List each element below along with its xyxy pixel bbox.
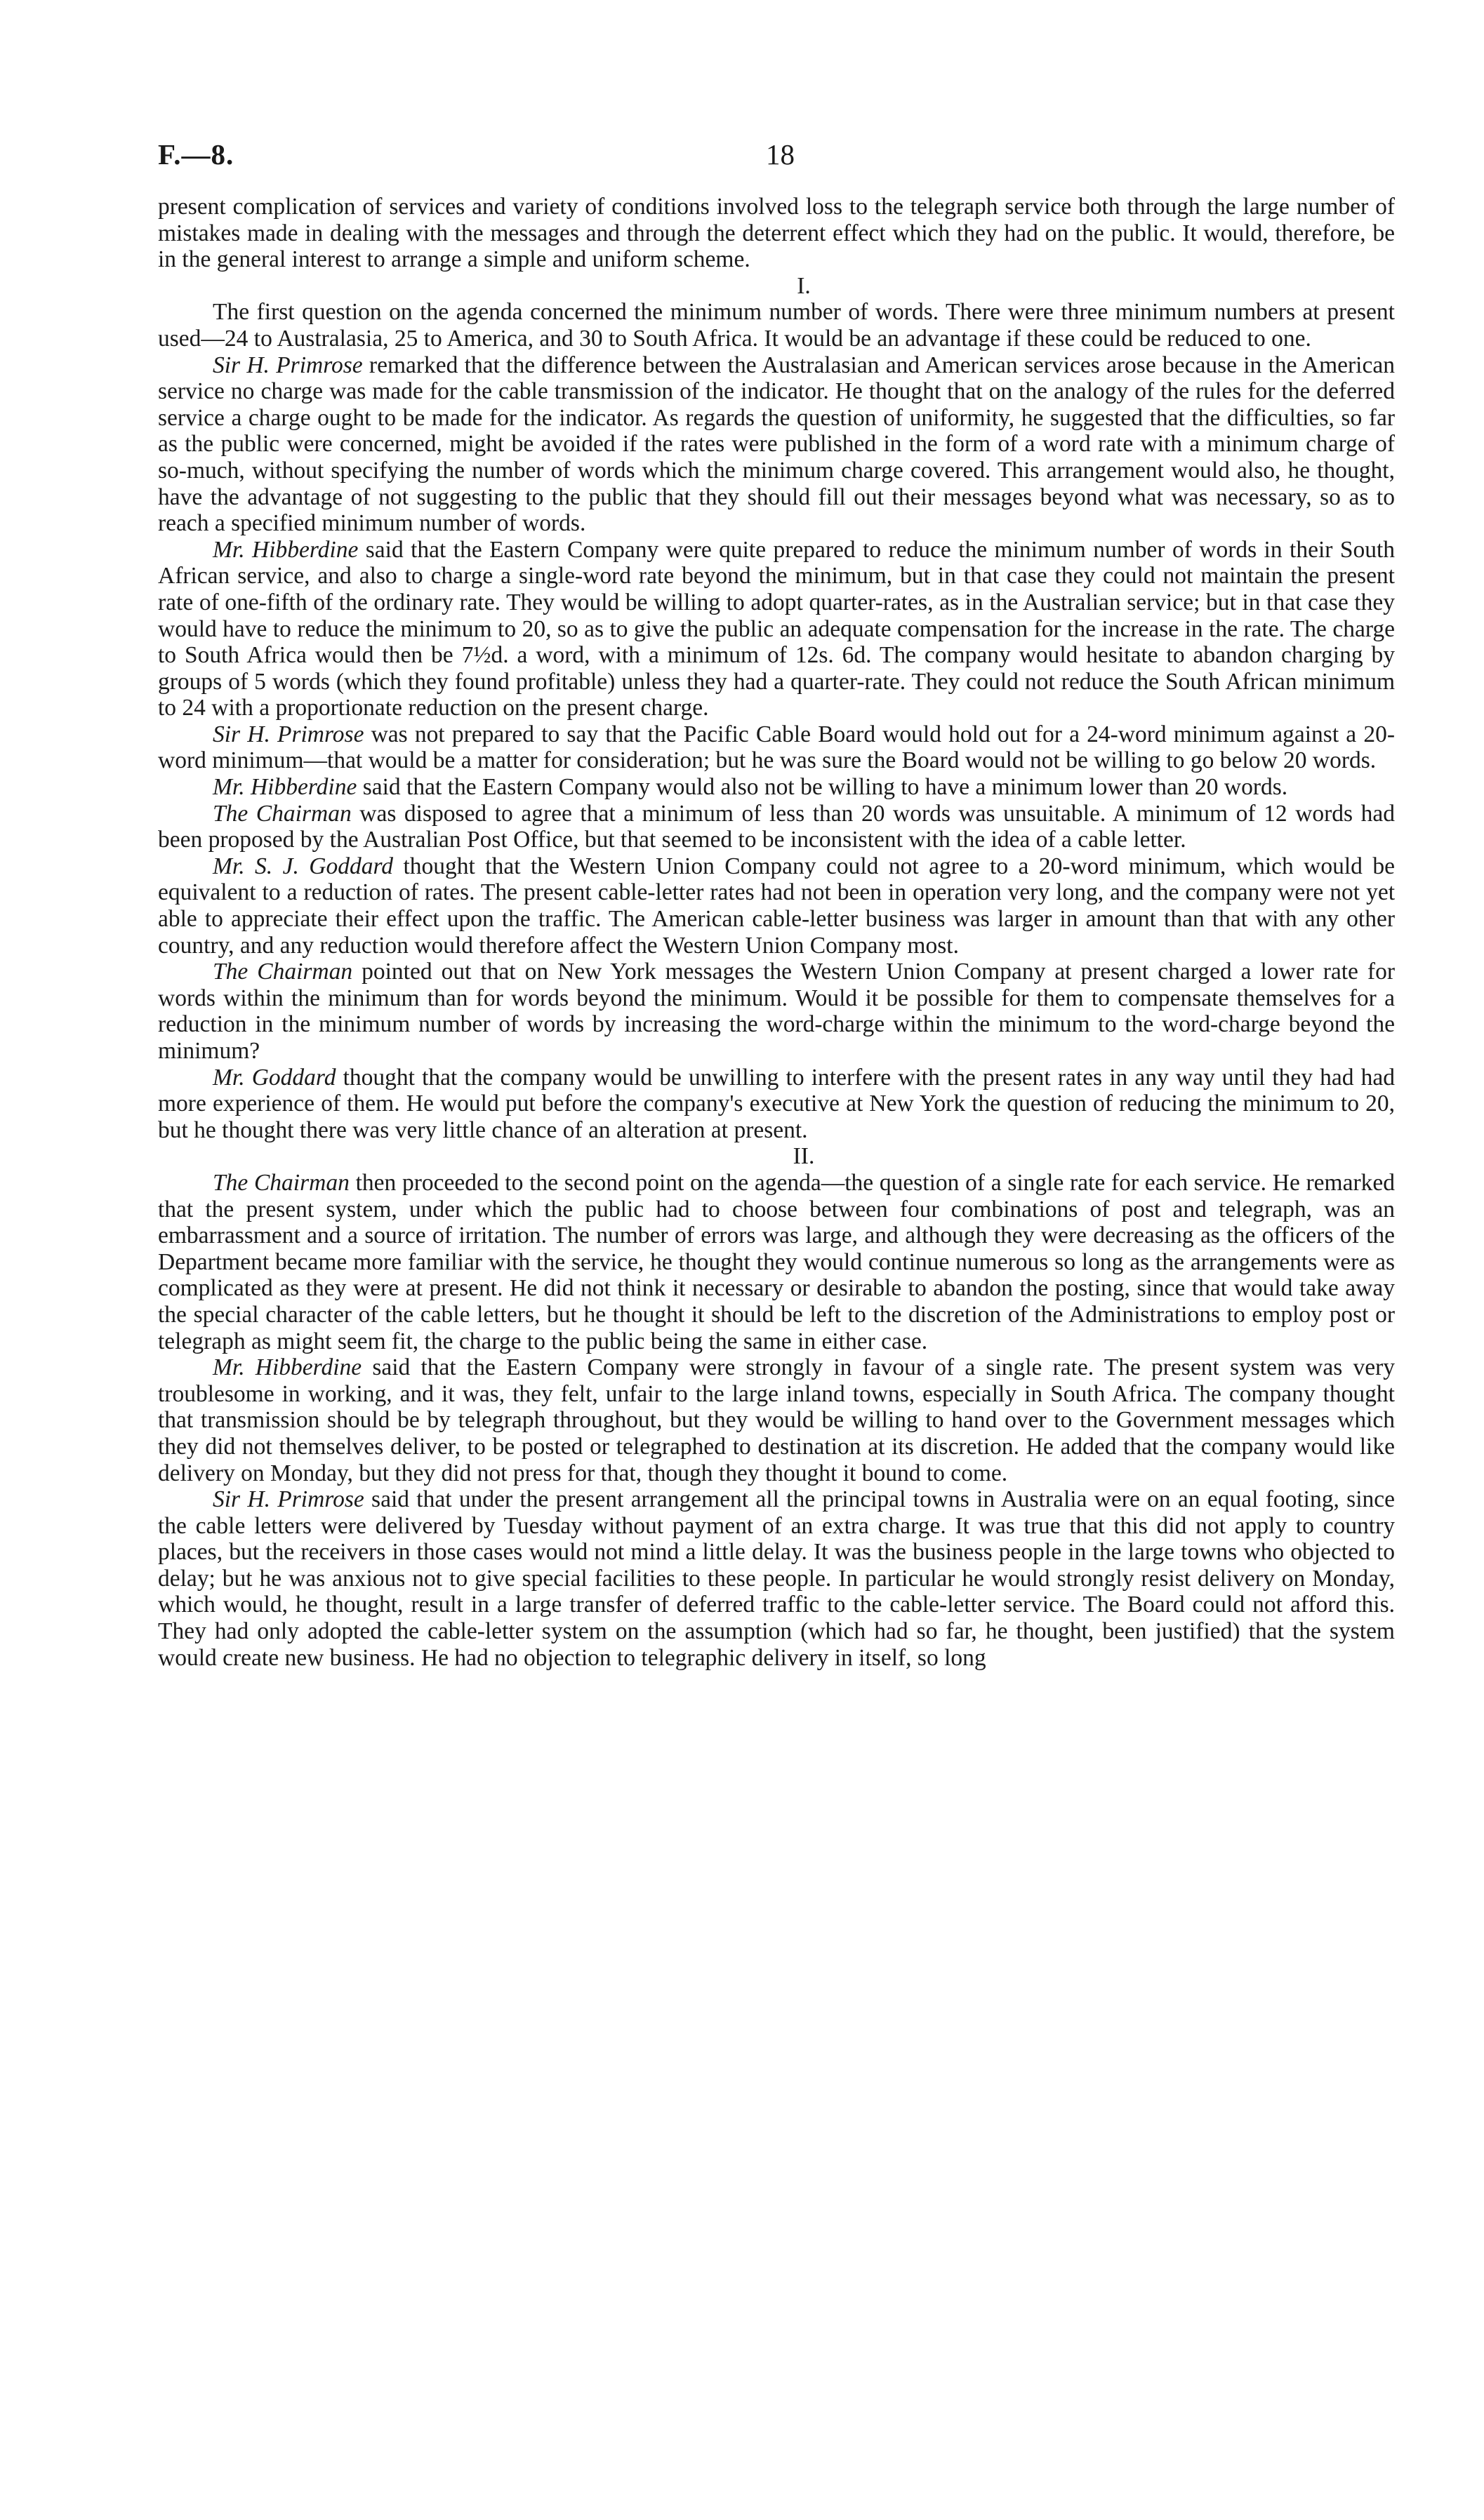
speaker-name: Mr. Goddard xyxy=(213,1064,336,1091)
speaker-name: Mr. Hibberdine xyxy=(213,774,357,801)
speech-paragraph xyxy=(158,1170,1395,1354)
speaker-name: The Chairman xyxy=(213,959,353,985)
speech-text: remarked that the difference between the Australasian and American services arose because in the American service no charge was made for the cable transmission of the indicator. He thought that on the analogy of the rules for the deferred service a charge ought to be made for the indicator. As regards the question of uniformity, he suggested that the difficulties, so far as the public were concerned, might be avoided if the rates were published in the form of a word rate with a minimum charge of so-much, without specifying the number of words which the minimum charge covered. This arrangement would also, he thought, have the advantage of not suggesting to the public that they should fill out their messages beyond what was necessary, so as to reach a specified minimum number of words. xyxy=(158,352,1395,537)
page-number: 18 xyxy=(766,138,795,171)
speech-text: said that the Eastern Company would also not be willing to have a minimum lower than 20 words. xyxy=(357,774,1288,801)
speaker-name: The Chairman xyxy=(213,800,352,827)
speaker-name: Mr. S. J. Goddard xyxy=(213,853,394,879)
speech-text: pointed out that on New York messages the Western Union Company at present charged a lower rate for words within the minimum than for words beyond the minimum. Would it be possible for them to compensate themselves for a reduction in the minimum number of words by increasing the word-charge within the minimum to the word-charge beyond the minimum? xyxy=(158,959,1395,1064)
section-heading-2: II. xyxy=(793,1143,815,1170)
speech-paragraph xyxy=(158,853,1395,959)
speech-paragraph xyxy=(158,352,1395,537)
speech-text: said that under the present arrangement all the principal towns in Australia were on an equal footing, since the cable letters were delivered by Tuesday without payment of an extra charge. It was true that this did not apply to country places, but the receivers in those cases would not mind a little delay. It was the business people in the large towns who objected to delay; but he was anxious not to give special facilities to these people. In particular he would strongly resist delivery on Monday, which would, he thought, result in a large transfer of deferred traffic to the cable-letter service. The Board could not afford this. They had only adopted the cable-letter system on the assumption (which had so far, he thought, been justified) that the system would create new business. He had no objection to telegraphic delivery in itself, so long xyxy=(158,1486,1395,1671)
speech-paragraph xyxy=(158,801,1395,853)
speaker-name: The Chairman xyxy=(213,1169,350,1196)
speaker-name: Mr. Hibberdine xyxy=(213,1354,362,1381)
document-body xyxy=(158,194,1395,1671)
speech-text: was disposed to agree that a minimum of less than 20 words was unsuitable. A minimum of 12 words had been proposed by the Australian Post Office, but that seemed to be inconsistent with the idea of a cable letter. xyxy=(158,800,1396,853)
speech-paragraph xyxy=(158,721,1395,774)
speaker-name: Mr. Hibberdine xyxy=(213,536,359,563)
speech-text: then proceeded to the second point on the agenda—the question of a single rate for each service. He remarked that the present system, under which the public had to choose between four combinations of post and telegraph, was an embarrassment and a source of irritation. The number of errors was large, and although they were decreasing as the officers of the Department became more familiar with the service, he thought they would continue numerous so long as the arrangements were as complicated as they were at present. He did not think it necessary or desirable to abandon the posting, since that would take away the special character of the cable letters, but he thought it should be left to the discretion of the Administrations to employ post or telegraph as might seem fit, the charge to the public being the same in either case. xyxy=(158,1169,1396,1354)
speaker-name: Sir H. Primrose xyxy=(213,352,363,378)
section-heading-1: I. xyxy=(797,272,811,299)
document-reference: F.—8. xyxy=(158,138,234,171)
speaker-name: Sir H. Primrose xyxy=(213,1486,364,1513)
speech-paragraph xyxy=(158,774,1395,801)
speech-paragraph xyxy=(158,1354,1395,1486)
section1-opening-paragraph: The first question on the agenda concerned the minimum number of words. There were three minimum numbers at present used—24 to Australasia, 25 to America, and 30 to South Africa. It would be an advantage if these could be reduced to one. xyxy=(158,299,1395,352)
speech-paragraph xyxy=(158,1065,1395,1144)
speech-text: said that the Eastern Company were quite prepared to reduce the minimum number of words in their South African service, and also to charge a single-word rate beyond the minimum, but in that case they could not maintain the present rate of one-fifth of the ordinary rate. They would be willing to adopt quarter-rates, as in the Australian service; but in that case they would have to reduce the minimum to 20, so as to give the public an adequate compensation for the increase in the rate. The charge to South Africa would then be 7½d. a word, with a minimum of 12s. 6d. The company would hesitate to abandon charging by groups of 5 words (which they found profitable) unless they had a quarter-rate. They could not reduce the South African minimum to 24 with a proportionate reduction on the present charge. xyxy=(158,536,1396,721)
speaker-name: Sir H. Primrose xyxy=(213,721,364,747)
speech-text: thought that the Western Union Company could not agree to a 20-word minimum, which would be equivalent to a reduction of rates. The present cable-letter rates had not been in operation very long, and the company were not yet able to appreciate their effect upon the traffic. The American cable-letter business was larger in amount than that with any other country, and any reduction would therefore affect the Western Union Company most. xyxy=(158,853,1395,959)
intro-paragraph: present complication of services and variety of conditions involved loss to the telegraph service both through the large number of mistakes made in dealing with the messages and through the deterrent effect which they had on the public. It would, therefore, be in the general interest to arrange a simple and uniform scheme. xyxy=(158,194,1395,273)
speech-text: was not prepared to say that the Pacific Cable Board would hold out for a 24-word minimum against a 20-word minimum—that would be a matter for consideration; but he was sure the Board would not be willing to go below 20 words. xyxy=(158,721,1395,774)
speech-text: thought that the company would be unwilling to interfere with the present rates in any way until they had had more experience of them. He would put before the company's executive at New York the question of reducing the minimum to 20, but he thought there was very little chance of an alteration at present. xyxy=(158,1064,1396,1143)
page-header xyxy=(158,138,1393,180)
speech-paragraph xyxy=(158,1486,1395,1671)
speech-paragraph xyxy=(158,537,1395,721)
speech-text: said that the Eastern Company were strongly in favour of a single rate. The present system was very troublesome in working, and it was, they felt, unfair to the large inland towns, especially in South Africa. The company thought that transmission should be by telegraph throughout, but they would be willing to hand over to the Government messages which they did not themselves deliver, to be posted or telegraphed to destination at its discretion. He added that the company would like delivery on Monday, but they did not press for that, though they thought it bound to come. xyxy=(158,1354,1395,1486)
speech-paragraph xyxy=(158,959,1395,1064)
